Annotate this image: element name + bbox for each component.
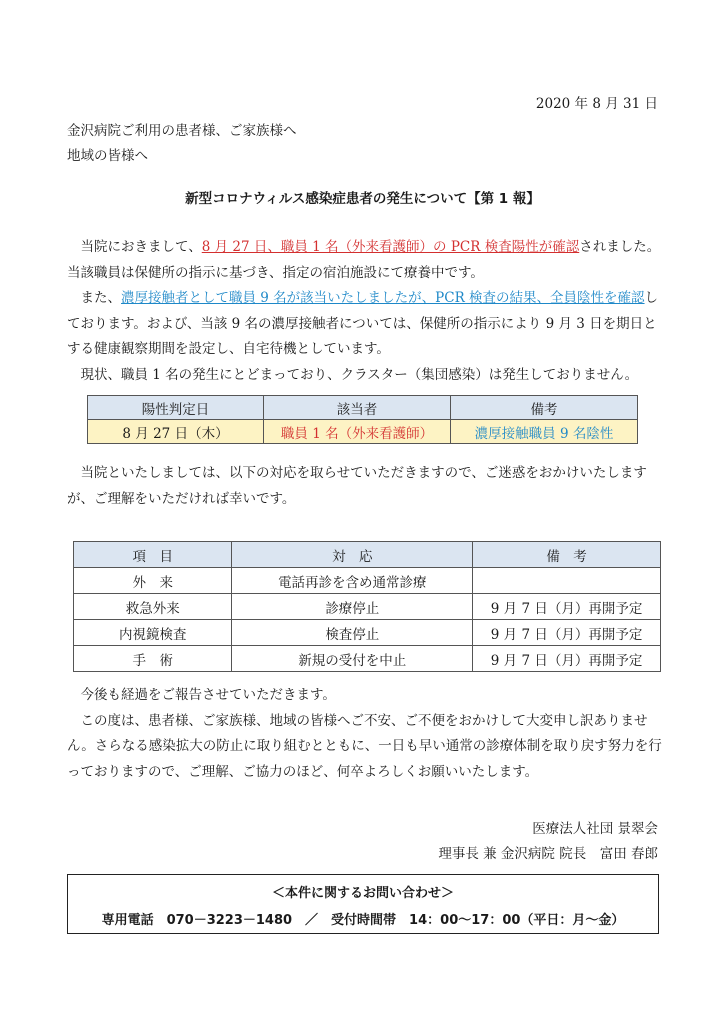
positive-case-highlight: 8 月 27 日、職員 1 名（外来看護師）の PCR 検査陽性が確認 xyxy=(201,239,580,255)
contact-box xyxy=(67,874,659,934)
contacts-negative-highlight: 濃厚接触者として職員 9 名が該当いたしましたが、PCR 検査の結果、全員陰性を確認 xyxy=(121,290,645,306)
summary-cell-date: 8 月 27 日（木） xyxy=(88,420,264,444)
document-title: 新型コロナウィルス感染症患者の発生について【第 1 報】 xyxy=(185,191,540,207)
response-table xyxy=(73,541,661,672)
paragraph-2: また、濃厚接触者として職員 9 名が該当いたしましたが、PCR 検査の結果、全員陰性を確認しております。および、当該 9 名の濃厚接触者については、保健所の指示により 9 月 3 日を期日とする健康観察期間を設定し、自宅待機としています。 xyxy=(67,290,659,357)
response-header-item: 項 目 xyxy=(74,542,232,568)
summary-header-person: 該当者 xyxy=(264,396,451,420)
summary-table xyxy=(87,395,638,444)
paragraph-1: 当院におきまして、8 月 27 日、職員 1 名（外来看護師）の PCR 検査陽性が確認されました。当該職員は保健所の指示に基づき、指定の宿泊施設にて療養中です。 xyxy=(67,239,661,281)
addressee-patients: 金沢病院ご利用の患者様、ご家族様へ xyxy=(67,123,297,139)
table-row: 外 来 電話再診を含め通常診療 xyxy=(74,568,661,594)
paragraph-3: 現状、職員 1 名の発生にとどまっており、クラスター（集団感染）は発生しておりません。 xyxy=(80,366,639,383)
signature-person: 理事長 兼 金沢病院 院長 富田 春郎 xyxy=(438,846,658,862)
contact-phone-hours: 専用電話 070－3223－1480 ／ 受付時間帯 14：00～17：00（平日：月～金） xyxy=(101,913,625,928)
table-row: 内視鏡検査 検査停止 9 月 7 日（月）再開予定 xyxy=(74,620,661,646)
document-date: 2020 年 8 月 31 日 xyxy=(535,96,658,112)
table-row: 手 術 新規の受付を中止 9 月 7 日（月）再開予定 xyxy=(74,646,661,672)
closing-paragraphs xyxy=(67,683,662,785)
response-header-note: 備 考 xyxy=(473,542,661,568)
response-header-action: 対 応 xyxy=(232,542,473,568)
summary-header-date: 陽性判定日 xyxy=(88,396,264,420)
table-row: 救急外来 診療停止 9 月 7 日（月）再開予定 xyxy=(74,594,661,620)
contact-heading: ＜本件に関するお問い合わせ＞ xyxy=(271,886,454,901)
addressee-community: 地域の皆様へ xyxy=(67,148,148,164)
summary-cell-person: 職員 1 名（外来看護師） xyxy=(264,420,451,444)
summary-cell-note: 濃厚接触職員 9 名陰性 xyxy=(451,420,638,444)
paragraph-5: 今後も経過をご報告させていただきます。 xyxy=(80,687,336,703)
summary-header-note: 備考 xyxy=(451,396,638,420)
signature-org: 医療法人社団 景翠会 xyxy=(532,821,658,837)
paragraph-4: 当院といたしましては、以下の対応を取らせていただきますので、ご迷惑をおかけいたしますが、ご理解をいただければ幸いです。 xyxy=(67,465,647,507)
body-paragraphs-1 xyxy=(67,235,662,388)
paragraph-6: この度は、患者様、ご家族様、地域の皆様へご不安、ご不便をおかけして大変申し訳ありません。さらなる感染拡大の防止に取り組むとともに、一日も早い通常の診療体制を取り戻す努力を行っておりますので、ご理解、ご協力のほど、何卒よろしくお願いいたします。 xyxy=(67,712,662,780)
